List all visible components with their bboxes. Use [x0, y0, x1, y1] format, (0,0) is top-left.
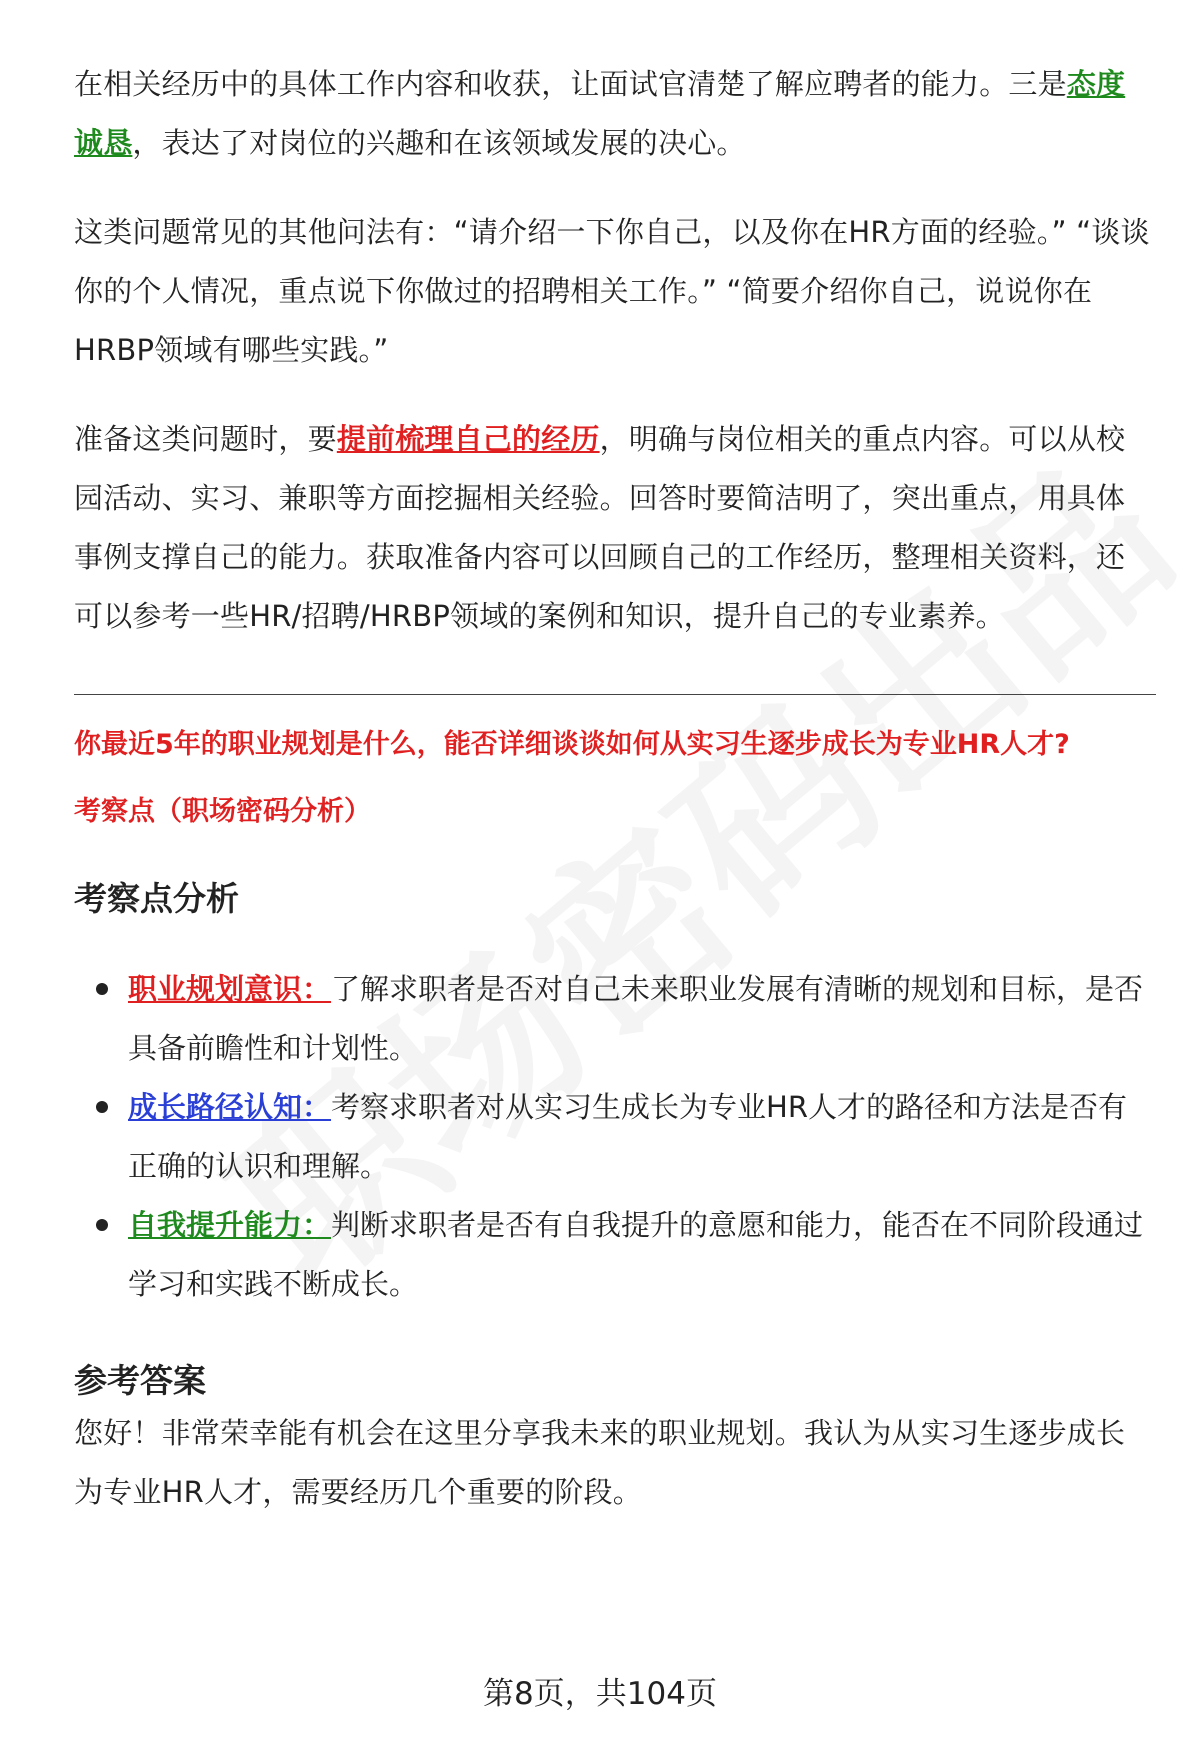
point-text: 考察求职者对从实习生成长为专业HR人才的路径和方法是否有正确的认识和理解。	[128, 1090, 1127, 1183]
point-label: 自我提升能力：	[128, 1208, 332, 1242]
analysis-heading: 考察点分析	[74, 879, 239, 918]
analysis-point	[128, 1078, 1154, 1196]
text: 准备这类问题时，要	[74, 422, 337, 456]
page-content	[74, 55, 1154, 1522]
intro-paragraph-3	[74, 410, 1154, 646]
bullet-icon	[96, 983, 108, 995]
text: ，明确与岗位相关的重点内容。可以从校园活动、实习、兼职等方面挖掘相关经验。回答时要简洁明了，突出重点，用具体事例支撑自己的能力。获取准备内容可以回顾自己的工作经历，整理相关资料，还可以参考一些HR/招聘/HRBP领域的案例和知识，提升自己的专业素养。	[74, 422, 1126, 633]
analysis-list	[74, 960, 1154, 1314]
bullet-icon	[96, 1219, 108, 1231]
text: ，表达了对岗位的兴趣和在该领域发展的决心。	[132, 126, 746, 160]
question-subtitle: 考察点（职场密码分析）	[74, 796, 371, 827]
intro-paragraph-1	[74, 55, 1154, 173]
point-label: 职业规划意识：	[128, 972, 332, 1006]
point-text: 判断求职者是否有自我提升的意愿和能力，能否在不同阶段通过学习和实践不断成长。	[128, 1208, 1144, 1301]
question-title: 你最近5年的职业规划是什么，能否详细谈谈如何从实习生逐步成长为专业HR人才?	[74, 729, 1070, 760]
intro-paragraph-2: 这类问题常见的其他问法有：“请介绍一下你自己，以及你在HR方面的经验。” “谈谈你的个人情况，重点说下你做过的招聘相关工作。” “简要介绍你自己，说说你在HRBP领域有哪些实践。”	[74, 215, 1150, 367]
page-number: 第8页，共104页	[483, 1676, 717, 1712]
answer-heading: 参考答案	[74, 1361, 206, 1400]
section-divider	[74, 694, 1156, 695]
answer-paragraph: 您好！非常荣幸能有机会在这里分享我未来的职业规划。我认为从实习生逐步成长为专业HR人才，需要经历几个重要的阶段。	[74, 1416, 1126, 1509]
text: 在相关经历中的具体工作内容和收获，让面试官清楚了解应聘者的能力。三是	[74, 67, 1067, 101]
point-text: 了解求职者是否对自己未来职业发展有清晰的规划和目标，是否具备前瞻性和计划性。	[128, 972, 1144, 1065]
point-label: 成长路径认知：	[128, 1090, 332, 1124]
analysis-point	[128, 1196, 1154, 1314]
bullet-icon	[96, 1101, 108, 1113]
highlight-experience: 提前梳理自己的经历	[336, 422, 600, 456]
analysis-point	[128, 960, 1154, 1078]
highlight-attitude: 态度诚恳	[74, 67, 1126, 160]
